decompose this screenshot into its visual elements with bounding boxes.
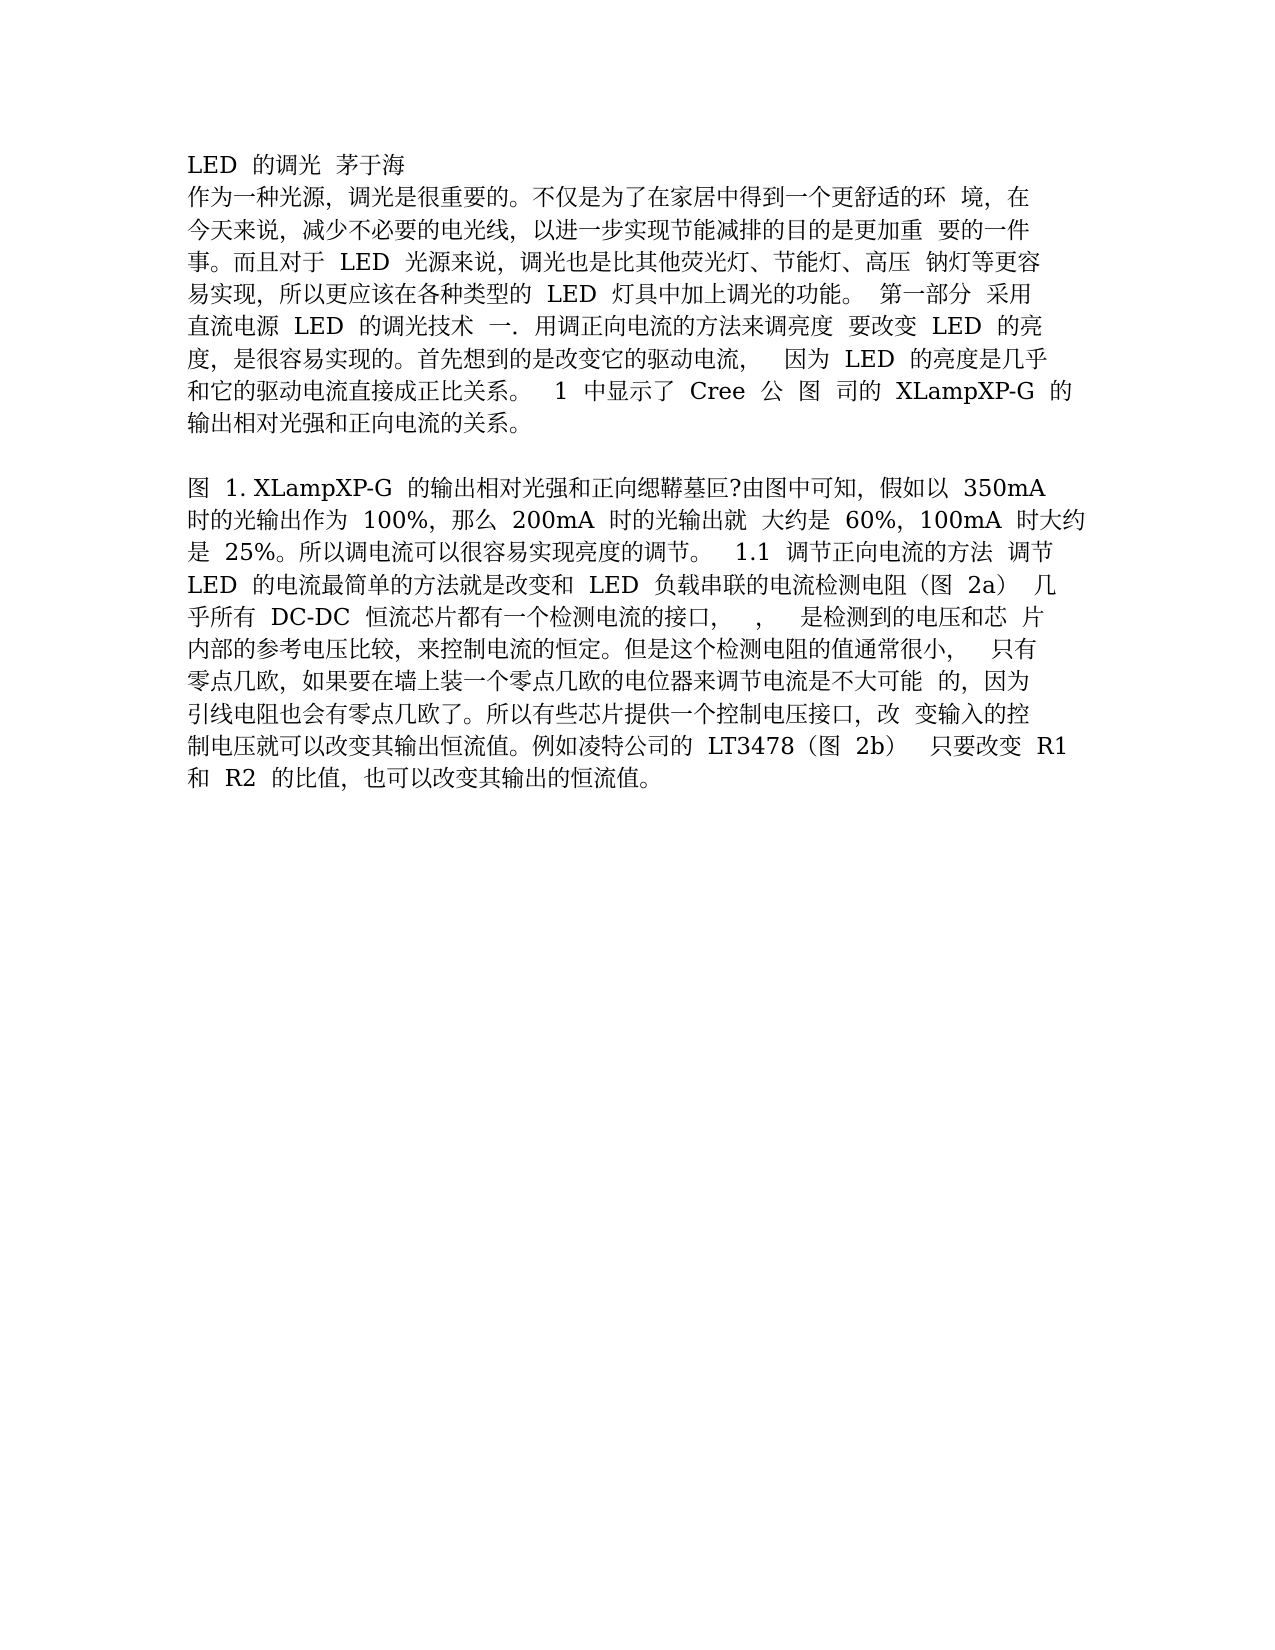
paragraph-intro: [187, 150, 1087, 441]
document-body: [187, 150, 1087, 796]
text-line: 零点几欧，如果要在墙上装一个零点几欧的电位器来调节电流是不大可能 的，因为: [187, 669, 1030, 696]
figure-caption-line: 图 1. XLampXP-G 的输出相对光强和正向缌鞯墓叵?由图中可知，假如以 350mA: [187, 475, 1046, 502]
title-line: LED 的调光 茅于海: [187, 153, 405, 179]
text-line: 引线电阻也会有零点几欧了。所以有些芯片提供一个控制电压接口，改 变输入的控: [187, 701, 1030, 728]
text-line: 是 25%。所以调电流可以很容易实现亮度的调节。 1.1 调节正向电流的方法 调节: [187, 540, 1054, 567]
text-line: 今天来说，减少不必要的电光线，以进一步实现节能减排的目的是更加重 要的一件: [187, 217, 1030, 244]
text-line: 内部的参考电压比较，来控制电流的恒定。但是这个检测电阻的值通常很小， 只有: [187, 637, 1037, 664]
text-line: 易实现，所以更应该在各种类型的 LED 灯具中加上调光的功能。 第一部分 采用: [187, 282, 1032, 309]
text-line: 乎所有 DC-DC 恒流芯片都有一个检测电流的接口， ， 是检测到的电压和芯 片: [187, 604, 1045, 631]
paragraph-spacer: [187, 441, 1087, 473]
text-line: 时的光输出作为 100%，那么 200mA 时的光输出就 大约是 60%，100mA 时大约: [187, 507, 1086, 534]
text-line: 和 R2 的比值，也可以改变其输出的恒流值。: [187, 766, 663, 793]
text-line: LED 的电流最简单的方法就是改变和 LED 负载串联的电流检测电阻（图 2a） 几: [187, 572, 1057, 599]
text-line: 事。而且对于 LED 光源来说，调光也是比其他荧光灯、节能灯、高压 钠灯等更容: [187, 249, 1041, 276]
text-line: 输出相对光强和正向电流的关系。: [187, 411, 532, 438]
paragraph-figure-description: [187, 473, 1087, 796]
text-line: 直流电源 LED 的调光技术 一．用调正向电流的方法来调亮度 要改变 LED 的亮: [187, 314, 1043, 341]
text-line: 度，是很容易实现的。首先想到的是改变它的驱动电流， 因为 LED 的亮度是几乎: [187, 346, 1048, 373]
text-line: 制电压就可以改变其输出恒流值。例如凌特公司的 LT3478（图 2b） 只要改变 R1: [187, 734, 1069, 761]
text-line: 和它的驱动电流直接成正比关系。 1 中显示了 Cree 公 图 司的 XLampXP-G 的: [187, 379, 1073, 406]
text-line: 作为一种光源，调光是很重要的。不仅是为了在家居中得到一个更舒适的环 境，在: [187, 185, 1030, 212]
